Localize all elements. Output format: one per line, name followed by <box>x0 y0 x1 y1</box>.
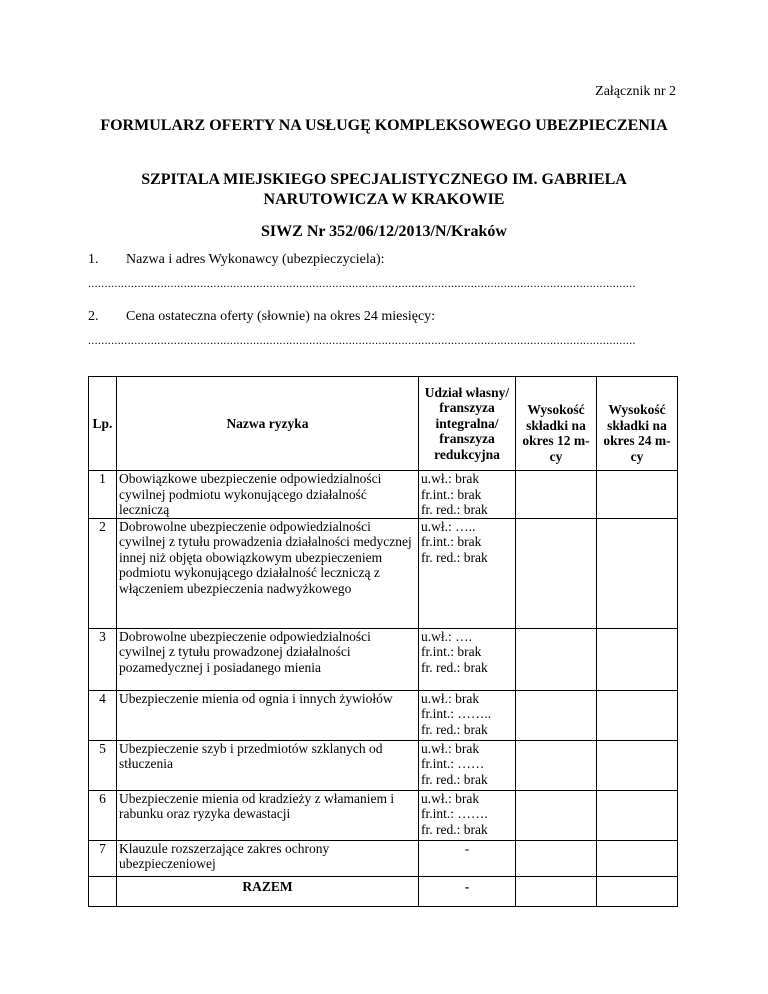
row-deductible[interactable] <box>419 790 516 840</box>
row-premium-12-cell[interactable] <box>516 690 597 740</box>
row-lp: 4 <box>89 690 117 740</box>
row-risk-name: Dobrowolne ubezpieczenie odpowiedzialności cywilnej z tytułu prowadzenia działalności medycznej innej niż objęta obowiązkowym ubezpieczeniem podmiotu wykonującego działalność leczniczą z włączeniem ubezpieczenia nadwyżkowego <box>117 518 419 628</box>
deductible-reduction: fr. red.: brak <box>421 721 488 737</box>
table-header-row <box>89 377 678 471</box>
header-premium-12: Wysokość składki na okres 12 m-cy <box>516 377 597 471</box>
table-row <box>89 518 678 628</box>
row-risk-name: Klauzule rozszerzające zakres ochrony ubezpieczeniowej <box>117 840 419 876</box>
row-premium-12-cell[interactable] <box>516 840 597 876</box>
price-dotted-line[interactable]: ...................................................................................................................................................................... <box>88 333 636 347</box>
total-premium-12-cell[interactable] <box>516 876 597 906</box>
deductible-integral: fr.int.: brak <box>421 534 482 549</box>
row-deductible[interactable] <box>419 628 516 690</box>
row-lp: 1 <box>89 471 117 519</box>
row-premium-12-cell[interactable] <box>516 471 597 519</box>
form-title: FORMULARZ OFERTY NA USŁUGĘ KOMPLEKSOWEGO UBEZPIECZENIA <box>100 117 668 134</box>
deductible-integral: fr.int.: …… <box>421 756 485 771</box>
deductible-reduction: fr. red.: brak <box>421 502 488 517</box>
row-premium-24-cell[interactable] <box>597 471 678 519</box>
field-price <box>88 309 435 325</box>
row-risk-name: Ubezpieczenie mienia od ognia i innych żywiołów <box>117 690 419 740</box>
row-premium-12-cell[interactable] <box>516 518 597 628</box>
header-deductible: Udział własny/ franszyza integralna/ franszyza redukcyjna <box>419 377 516 471</box>
table-row <box>89 840 678 876</box>
header-premium-24: Wysokość składki na okres 24 m-cy <box>597 377 678 471</box>
total-label: RAZEM <box>117 876 419 906</box>
risk-table <box>88 376 678 907</box>
deductible-reduction: fr. red.: brak <box>421 821 488 837</box>
total-deductible-dash: - <box>419 876 516 906</box>
row-premium-24-cell[interactable] <box>597 518 678 628</box>
row-premium-12-cell[interactable] <box>516 628 597 690</box>
attachment-label: Załącznik nr 2 <box>595 84 676 99</box>
table-row <box>89 740 678 790</box>
deductible-own: u.wł.: …. <box>421 628 473 644</box>
field-contractor-label: Nazwa i adres Wykonawcy (ubezpieczyciela): <box>126 252 385 267</box>
deductible-integral: fr.int.: …….. <box>421 706 492 721</box>
row-lp: 2 <box>89 518 117 628</box>
row-lp: 3 <box>89 628 117 690</box>
deductible-own: u.wł.: brak <box>421 740 480 756</box>
total-lp-cell <box>89 876 117 906</box>
row-premium-24-cell[interactable] <box>597 690 678 740</box>
row-deductible[interactable] <box>419 471 516 519</box>
deductible-integral: fr.int.: brak <box>421 644 482 659</box>
field-price-number: 2. <box>88 309 99 324</box>
field-contractor <box>88 252 385 268</box>
row-premium-24-cell[interactable] <box>597 628 678 690</box>
row-premium-12-cell[interactable] <box>516 740 597 790</box>
field-contractor-number: 1. <box>88 252 99 267</box>
table-row <box>89 790 678 840</box>
row-premium-24-cell[interactable] <box>597 840 678 876</box>
header-risk-name: Nazwa ryzyka <box>117 377 419 471</box>
deductible-reduction: fr. red.: brak <box>421 659 488 675</box>
table-row <box>89 690 678 740</box>
siwz-number: SIWZ Nr 352/06/12/2013/N/Kraków <box>261 223 507 240</box>
deductible-integral: fr.int.: brak <box>421 486 482 502</box>
deductible-own: u.wł.: brak <box>421 471 480 486</box>
row-premium-12-cell[interactable] <box>516 790 597 840</box>
hospital-name: SZPITALA MIEJSKIEGO SPECJALISTYCZNEGO IM. GABRIELA NARUTOWICZA W KRAKOWIE <box>141 171 627 208</box>
deductible-integral: fr.int.: ……. <box>421 806 488 821</box>
deductible-own: u.wł.: brak <box>421 690 480 706</box>
row-lp: 7 <box>89 840 117 876</box>
deductible-own: u.wł.: ….. <box>421 518 476 534</box>
table-total-row <box>89 876 678 906</box>
deductible-reduction: fr. red.: brak <box>421 771 488 787</box>
row-lp: 6 <box>89 790 117 840</box>
row-premium-24-cell[interactable] <box>597 790 678 840</box>
row-risk-name: Obowiązkowe ubezpieczenie odpowiedzialności cywilnej podmiotu wykonującego działalność leczniczą <box>117 471 419 519</box>
row-deductible[interactable] <box>419 518 516 628</box>
table-row <box>89 471 678 519</box>
table-row <box>89 628 678 690</box>
header-lp: Lp. <box>89 377 117 471</box>
row-risk-name: Ubezpieczenie mienia od kradzieży z włamaniem i rabunku oraz ryzyka dewastacji <box>117 790 419 840</box>
contractor-dotted-line[interactable]: ...................................................................................................................................................................... <box>88 276 636 290</box>
row-deductible[interactable] <box>419 740 516 790</box>
deductible-reduction: fr. red.: brak <box>421 549 488 565</box>
row-premium-24-cell[interactable] <box>597 740 678 790</box>
total-premium-24-cell[interactable] <box>597 876 678 906</box>
row-risk-name: Dobrowolne ubezpieczenie odpowiedzialności cywilnej z tytułu prowadzonej działalności pozamedycznej i posiadanego mienia <box>117 628 419 690</box>
field-price-label: Cena ostateczna oferty (słownie) na okres 24 miesięcy: <box>126 309 436 324</box>
row-deductible[interactable] <box>419 690 516 740</box>
row-risk-name: Ubezpieczenie szyb i przedmiotów szklanych od stłuczenia <box>117 740 419 790</box>
deductible-own: u.wł.: brak <box>421 790 480 806</box>
row-deductible-dash[interactable]: - <box>419 840 516 876</box>
row-lp: 5 <box>89 740 117 790</box>
